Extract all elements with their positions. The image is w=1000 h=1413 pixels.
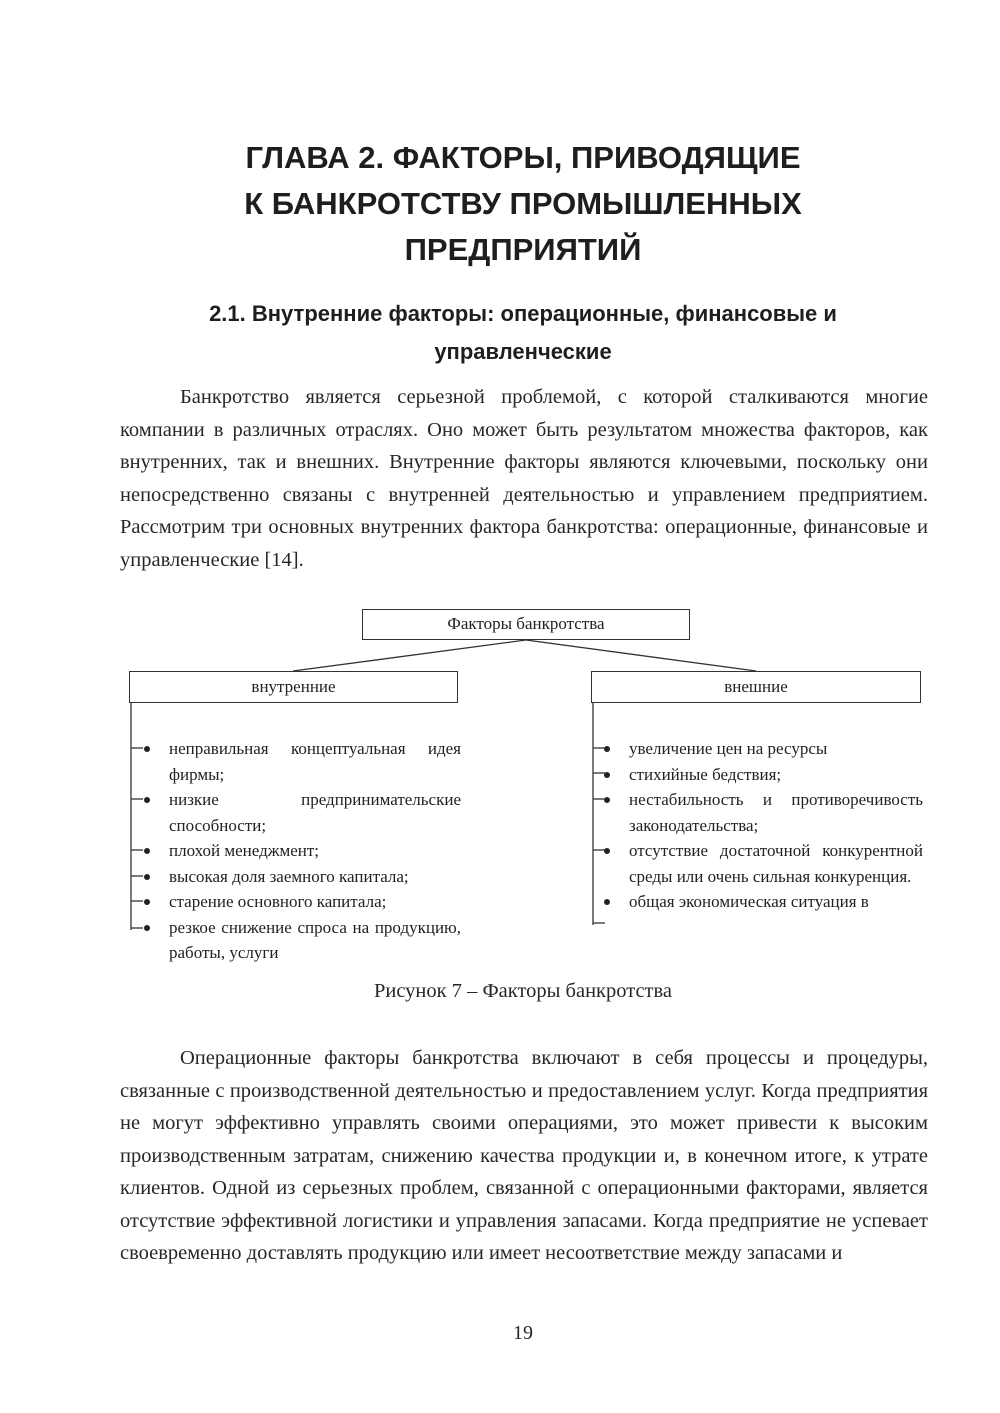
external-factor-item: стихийные бедствия; [591, 762, 923, 788]
external-factor-item: увеличение цен на ресурсы [591, 736, 923, 762]
body-paragraph: Банкротство является серьезной проблемой, с которой сталкиваются многие компании в различных отраслях. Оно может быть результатом множества факторов, как внутренних, так и внешних. Внутренние факторы являются ключевыми, поскольку они непосредственно связаны с внутренней деятельностью и управлением предприятием. Рассмотрим три основных внутренних фактора банкротства: операционные, финансовые и управленческие [14]. [120, 386, 928, 571]
internal-factors-box: внутренние [129, 671, 458, 703]
chapter-title-line: ПРЕДПРИЯТИЙ [404, 232, 642, 267]
page-number: 19 [513, 1322, 533, 1344]
chapter-title-line: ГЛАВА 2. ФАКТОРЫ, ПРИВОДЯЩИЕ [245, 140, 801, 175]
section-title-line: управленческие [434, 339, 612, 364]
internal-factor-item: плохой менеджмент; [131, 838, 461, 864]
external-factors-box: внешние [591, 671, 921, 703]
internal-factors-list [131, 736, 461, 964]
external-factor-item: отсутствие достаточной конкурентной среды или очень сильная конкуренция. [591, 838, 923, 889]
chapter-title [120, 135, 926, 273]
connector-line [526, 640, 756, 671]
body-paragraph: Операционные факторы банкротства включают в себя процессы и процедуры, связанные с производственной деятельностью и предоставлением услуг. Когда предприятия не могут эффективно управлять своими операциями, это может привести к высоким производственным затратам, снижению качества продукции и, в конечном итоге, к утрате клиентов. Одной из серьезных проблем, связанной с операционными факторами, является отсутствие эффективной логистики и управления запасами. Когда предприятие не успевает своевременно доставлять продукцию или имеет несоответствие между запасами и [120, 1047, 928, 1264]
internal-factor-item: старение основного капитала; [131, 889, 461, 915]
internal-factor-item: высокая доля заемного капитала; [131, 864, 461, 890]
internal-factor-item: низкие предпринимательские способности; [131, 787, 461, 838]
section-title [120, 295, 926, 371]
external-factor-item: общая экономическая ситуация в [591, 889, 923, 915]
connector-line [293, 640, 526, 671]
diagram-root-box: Факторы банкротства [362, 609, 690, 640]
external-factors-list [591, 736, 923, 964]
chapter-title-line: К БАНКРОТСТВУ ПРОМЫШЛЕННЫХ [244, 186, 802, 221]
internal-factor-item: неправильная концептуальная идея фирмы; [131, 736, 461, 787]
external-factor-item: нестабильность и противоречивость законодательства; [591, 787, 923, 838]
section-title-line: 2.1. Внутренние факторы: операционные, финансовые и [209, 301, 837, 326]
figure-caption: Рисунок 7 – Факторы банкротства [373, 980, 673, 1002]
internal-factor-item: резкое снижение спроса на продукцию, работы, услуги [131, 915, 461, 965]
